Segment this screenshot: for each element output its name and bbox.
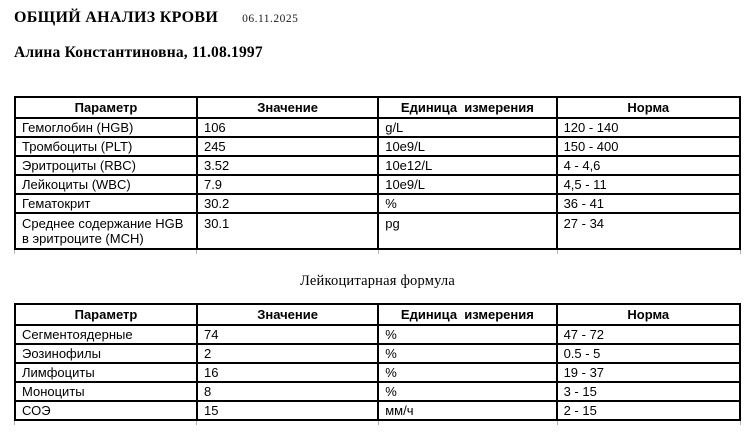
param-cell: Лимфоциты bbox=[15, 363, 197, 382]
param-cell: Эритроциты (RBC) bbox=[15, 156, 197, 175]
param-cell: СОЭ bbox=[15, 401, 197, 420]
param-cell: Лейкоциты (WBC) bbox=[15, 175, 197, 194]
page-title: ОБЩИЙ АНАЛИЗ КРОВИ bbox=[14, 9, 219, 26]
unit-cell: 10e9/L bbox=[378, 175, 556, 194]
table-row bbox=[15, 118, 740, 137]
unit-cell: 10e12/L bbox=[378, 156, 556, 175]
norm-cell: 150 - 400 bbox=[557, 137, 740, 156]
header-cell-param: Параметр bbox=[15, 304, 197, 325]
param-cell: Гемоглобин (HGB) bbox=[15, 118, 197, 137]
leukocyte-table bbox=[14, 303, 741, 421]
table-row bbox=[15, 156, 740, 175]
param-cell: Тромбоциты (PLT) bbox=[15, 137, 197, 156]
header-cell-norm: Норма bbox=[557, 97, 740, 118]
table-row bbox=[15, 137, 740, 156]
table-row bbox=[15, 344, 740, 363]
table-header-row bbox=[15, 304, 740, 325]
section-subtitle: Лейкоцитарная формула bbox=[299, 273, 456, 289]
value-cell: 2 bbox=[197, 344, 378, 363]
unit-cell: pg bbox=[378, 213, 556, 249]
value-cell: 30.1 bbox=[197, 213, 378, 249]
unit-cell: 10e9/L bbox=[378, 137, 556, 156]
unit-cell: % bbox=[378, 325, 556, 344]
table-row bbox=[15, 213, 740, 249]
cbc-table bbox=[14, 96, 741, 250]
table-row bbox=[15, 363, 740, 382]
value-cell: 245 bbox=[197, 137, 378, 156]
norm-cell: 3 - 15 bbox=[557, 382, 740, 401]
header-cell-norm: Норма bbox=[557, 304, 740, 325]
value-cell: 16 bbox=[197, 363, 378, 382]
value-cell: 8 bbox=[197, 382, 378, 401]
norm-cell: 47 - 72 bbox=[557, 325, 740, 344]
param-cell: Сегментоядерные bbox=[15, 325, 197, 344]
param-cell: Моноциты bbox=[15, 382, 197, 401]
header-cell-value: Значение bbox=[197, 304, 378, 325]
header-cell-unit: Единица измерения bbox=[378, 304, 556, 325]
norm-cell: 0.5 - 5 bbox=[557, 344, 740, 363]
table-header-row bbox=[15, 97, 740, 118]
param-cell: Среднее содержание HGB в эритроците (MCH) bbox=[15, 213, 197, 249]
value-cell: 30.2 bbox=[197, 194, 378, 213]
table-row bbox=[15, 175, 740, 194]
unit-cell: % bbox=[378, 344, 556, 363]
table-row bbox=[15, 401, 740, 420]
table-row bbox=[15, 194, 740, 213]
unit-cell: мм/ч bbox=[378, 401, 556, 420]
patient-name: Алина Константиновна, 11.08.1997 bbox=[14, 44, 263, 61]
value-cell: 106 bbox=[197, 118, 378, 137]
unit-cell: g/L bbox=[378, 118, 556, 137]
report-date: 06.11.2025 bbox=[242, 13, 299, 25]
scan-artifact-lines bbox=[14, 250, 741, 254]
param-cell: Эозинофилы bbox=[15, 344, 197, 363]
header-cell-unit: Единица измерения bbox=[378, 97, 556, 118]
table-row bbox=[15, 382, 740, 401]
table-row bbox=[15, 325, 740, 344]
norm-cell: 2 - 15 bbox=[557, 401, 740, 420]
norm-cell: 4 - 4,6 bbox=[557, 156, 740, 175]
unit-cell: % bbox=[378, 194, 556, 213]
norm-cell: 27 - 34 bbox=[557, 213, 740, 249]
norm-cell: 4,5 - 11 bbox=[557, 175, 740, 194]
report-header bbox=[14, 9, 741, 27]
norm-cell: 19 - 37 bbox=[557, 363, 740, 382]
unit-cell: % bbox=[378, 382, 556, 401]
value-cell: 7.9 bbox=[197, 175, 378, 194]
value-cell: 15 bbox=[197, 401, 378, 420]
norm-cell: 120 - 140 bbox=[557, 118, 740, 137]
value-cell: 74 bbox=[197, 325, 378, 344]
unit-cell: % bbox=[378, 363, 556, 382]
value-cell: 3.52 bbox=[197, 156, 378, 175]
scan-artifact-lines bbox=[14, 421, 741, 425]
param-cell: Гематокрит bbox=[15, 194, 197, 213]
norm-cell: 36 - 41 bbox=[557, 194, 740, 213]
header-cell-value: Значение bbox=[197, 97, 378, 118]
header-cell-param: Параметр bbox=[15, 97, 197, 118]
